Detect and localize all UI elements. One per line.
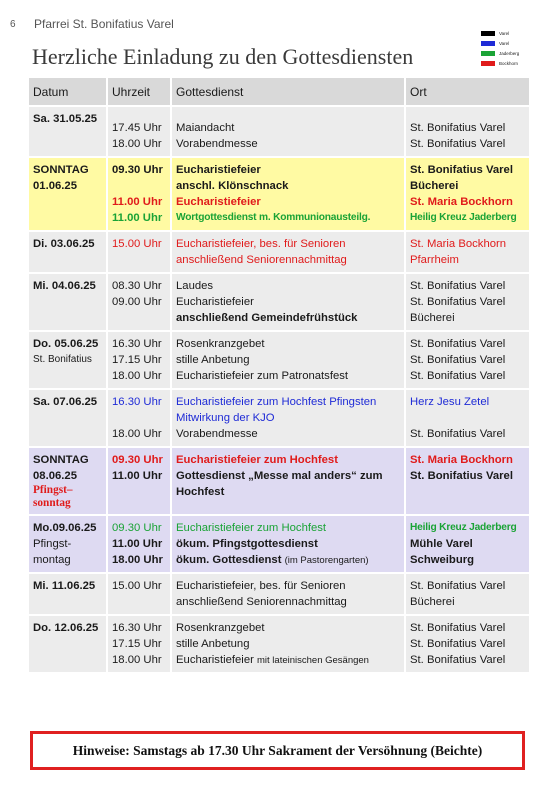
place-text — [410, 410, 525, 426]
service-text: ökum. Pfingstgottesdienst — [176, 538, 318, 550]
place-text: Bücherei — [410, 596, 455, 608]
time-text: 18.00 Uhr — [112, 428, 162, 440]
place-text: St. Bonifatius Varel — [410, 354, 506, 366]
service-text: Rosenkranzgebet — [176, 338, 265, 350]
notice-box — [30, 731, 525, 770]
service-cell — [171, 106, 405, 157]
time-text: 17.15 Uhr — [112, 354, 162, 366]
color-legend — [481, 29, 519, 69]
place-text: Bücherei — [410, 180, 459, 192]
service-text: Hochfest — [176, 486, 225, 498]
time-text — [112, 178, 166, 194]
place-text: St. Bonifatius Varel — [410, 470, 513, 482]
date-cell — [28, 573, 107, 615]
time-cell — [107, 157, 171, 231]
page-number: 6 — [10, 19, 16, 30]
service-text: Vorabendmesse — [176, 138, 258, 150]
place-text: Heilig Kreuz Jaderberg — [410, 212, 517, 223]
place-cell — [405, 273, 530, 331]
time-cell — [107, 447, 171, 515]
header-service: Gottesdienst — [171, 77, 405, 106]
place-text: St. Bonifatius Varel — [410, 622, 506, 634]
notice-text: Hinweise: Samstags ab 17.30 Uhr Sakrament der Versöhnung (Beichte) — [72, 742, 483, 758]
header-place: Ort — [405, 77, 530, 106]
place-text: Herz Jesu Zetel — [410, 396, 490, 408]
time-cell — [107, 273, 171, 331]
time-cell — [107, 331, 171, 389]
time-text: 18.00 Uhr — [112, 554, 163, 566]
table-row — [28, 106, 530, 157]
place-cell — [405, 106, 530, 157]
place-text — [410, 484, 525, 500]
time-cell — [107, 389, 171, 447]
service-cell — [171, 157, 405, 231]
place-cell — [405, 331, 530, 389]
time-text: 16.30 Uhr — [112, 338, 162, 350]
service-text: Eucharistiefeier, bes. für Senioren — [176, 580, 346, 592]
table-row — [28, 515, 530, 573]
place-text: Mühle Varel — [410, 538, 473, 550]
service-cell — [171, 447, 405, 515]
place-text: Pfarrheim — [410, 254, 459, 266]
date-cell — [28, 447, 107, 515]
service-cell — [171, 231, 405, 273]
header-time: Uhrzeit — [107, 77, 171, 106]
place-text: Bücherei — [410, 312, 455, 324]
place-cell — [405, 157, 530, 231]
service-text: Vorabendmesse — [176, 428, 258, 440]
place-text: St. Bonifatius Varel — [410, 580, 506, 592]
legend-label: Varel — [499, 40, 510, 46]
date-cell — [28, 615, 107, 673]
place-cell — [405, 447, 530, 515]
service-cell — [171, 389, 405, 447]
place-text: St. Bonifatius Varel — [410, 370, 506, 382]
table-row — [28, 157, 530, 231]
service-text: Laudes — [176, 280, 214, 292]
header-date: Datum — [28, 77, 107, 106]
service-text: Eucharistiefeier zum Hochfest — [176, 522, 327, 534]
date-text: Sa. 07.06.25 — [33, 396, 98, 408]
date-text: Mi. 11.06.25 — [33, 580, 96, 592]
service-text: Gottesdienst „Messe mal anders“ zum — [176, 470, 383, 482]
date-subtext: sonntag — [33, 497, 71, 509]
time-text: 16.30 Uhr — [112, 396, 162, 408]
legend-swatch — [481, 61, 495, 66]
time-text: 16.30 Uhr — [112, 622, 162, 634]
legend-label: Bockhorn — [499, 60, 519, 66]
service-text: Eucharistiefeier — [176, 654, 254, 666]
service-text: Eucharistiefeier zum Hochfest — [176, 454, 338, 466]
date-text: Di. 03.06.25 — [33, 238, 95, 250]
date-text: Sa. 31.05.25 — [33, 113, 98, 125]
service-cell — [171, 615, 405, 673]
service-text: stille Anbetung — [176, 638, 250, 650]
service-text: Eucharistiefeier zum Patronatsfest — [176, 370, 349, 382]
place-text: St. Maria Bockhorn — [410, 454, 513, 466]
service-text: Eucharistiefeier — [176, 196, 261, 208]
date-cell — [28, 515, 107, 573]
time-text: 09.00 Uhr — [112, 296, 162, 308]
date-text: Mi. 04.06.25 — [33, 280, 96, 292]
time-text: 11.00 Uhr — [112, 196, 163, 208]
service-text: Mitwirkung der KJO — [176, 412, 275, 424]
service-text: anschließend Seniorennachmittag — [176, 596, 347, 608]
service-note: (im Pastorengarten) — [284, 555, 369, 566]
place-text: St. Bonifatius Varel — [410, 164, 513, 176]
date-subtext: Pfingst- — [33, 538, 72, 550]
service-text: Eucharistiefeier — [176, 164, 261, 176]
time-text: 18.00 Uhr — [112, 138, 162, 150]
time-text — [112, 310, 166, 326]
service-text: Eucharistiefeier zum Hochfest Pfingsten — [176, 396, 377, 408]
service-text: stille Anbetung — [176, 354, 250, 366]
legend-item — [481, 49, 519, 57]
service-text: Eucharistiefeier, bes. für Senioren — [176, 238, 346, 250]
table-header-row — [28, 77, 530, 106]
date-text: 08.06.25 — [33, 470, 77, 482]
time-text: 09.30 Uhr — [112, 454, 163, 466]
table-row — [28, 273, 530, 331]
service-cell — [171, 515, 405, 573]
page-title: Herzliche Einladung zu den Gottesdiensten — [32, 44, 414, 69]
service-text: Maiandacht — [176, 122, 235, 134]
place-text: St. Bonifatius Varel — [410, 428, 506, 440]
table-row — [28, 447, 530, 515]
place-text: St. Bonifatius Varel — [410, 638, 506, 650]
place-text: St. Bonifatius Varel — [410, 338, 506, 350]
place-cell — [405, 389, 530, 447]
time-text: 08.30 Uhr — [112, 280, 162, 292]
date-cell — [28, 231, 107, 273]
service-text: anschl. Klönschnack — [176, 180, 289, 192]
place-text: St. Bonifatius Varel — [410, 138, 506, 150]
date-cell — [28, 273, 107, 331]
place-cell — [405, 231, 530, 273]
time-text: 09.30 Uhr — [112, 164, 163, 176]
table-row — [28, 615, 530, 673]
legend-label: Jaderberg — [499, 50, 520, 56]
service-text: anschließend Gemeindefrühstück — [176, 312, 358, 324]
service-text: Wortgottesdienst m. Kommunionausteilg. — [176, 212, 371, 223]
date-cell — [28, 389, 107, 447]
date-text: Mo.09.06.25 — [33, 522, 97, 534]
service-cell — [171, 331, 405, 389]
table-row — [28, 573, 530, 615]
time-cell — [107, 515, 171, 573]
time-text — [112, 594, 166, 610]
date-text: Do. 05.06.25 — [33, 338, 99, 350]
time-cell — [107, 615, 171, 673]
time-text: 15.00 Uhr — [112, 580, 162, 592]
place-text: St. Maria Bockhorn — [410, 196, 513, 208]
legend-swatch — [481, 51, 495, 56]
date-subtext: montag — [33, 554, 71, 566]
place-text: Heilig Kreuz Jaderberg — [410, 522, 517, 533]
place-cell — [405, 615, 530, 673]
time-text: 09.30 Uhr — [112, 522, 162, 534]
time-text: 17.45 Uhr — [112, 122, 162, 134]
date-text: 01.06.25 — [33, 180, 77, 192]
table-row — [28, 389, 530, 447]
service-text: ökum. Gottesdienst — [176, 554, 282, 566]
place-text: St. Bonifatius Varel — [410, 296, 506, 308]
time-text: 15.00 Uhr — [112, 238, 162, 250]
place-text: St. Bonifatius Varel — [410, 654, 506, 666]
table-row — [28, 331, 530, 389]
time-text: 11.00 Uhr — [112, 538, 163, 550]
time-text: 11.00 Uhr — [112, 212, 163, 224]
time-cell — [107, 573, 171, 615]
place-text: St. Bonifatius Varel — [410, 122, 506, 134]
place-cell — [405, 515, 530, 573]
time-cell — [107, 106, 171, 157]
legend-label: Varel — [499, 30, 510, 36]
place-cell — [405, 573, 530, 615]
time-text: 11.00 Uhr — [112, 470, 163, 482]
service-note: mit lateinischen Gesängen — [257, 655, 369, 666]
time-text — [112, 252, 166, 268]
time-text — [112, 410, 166, 426]
service-cell — [171, 273, 405, 331]
legend-item — [481, 29, 519, 37]
service-schedule-table — [27, 76, 531, 674]
place-text: St. Bonifatius Varel — [410, 280, 506, 292]
date-text: SONNTAG — [33, 164, 89, 176]
service-text: Eucharistiefeier — [176, 296, 254, 308]
service-text: anschließend Seniorennachmittag — [176, 254, 347, 266]
date-cell — [28, 106, 107, 157]
date-cell — [28, 331, 107, 389]
date-text: SONNTAG — [33, 454, 89, 466]
legend-swatch — [481, 41, 495, 46]
time-cell — [107, 231, 171, 273]
legend-swatch — [481, 31, 495, 36]
time-text: 18.00 Uhr — [112, 370, 162, 382]
legend-item — [481, 59, 519, 67]
date-subtext: Pfingst– — [33, 484, 73, 496]
service-text: Rosenkranzgebet — [176, 622, 265, 634]
legend-item — [481, 39, 519, 47]
place-text: Schweiburg — [410, 554, 475, 566]
table-row — [28, 231, 530, 273]
time-text: 18.00 Uhr — [112, 654, 162, 666]
time-text — [112, 484, 166, 500]
parish-name: Pfarrei St. Bonifatius Varel — [34, 17, 174, 31]
date-subtext: St. Bonifatius — [33, 354, 92, 365]
place-text: St. Maria Bockhorn — [410, 238, 507, 250]
service-cell — [171, 573, 405, 615]
date-text: Do. 12.06.25 — [33, 622, 99, 634]
date-cell — [28, 157, 107, 231]
time-text: 17.15 Uhr — [112, 638, 162, 650]
